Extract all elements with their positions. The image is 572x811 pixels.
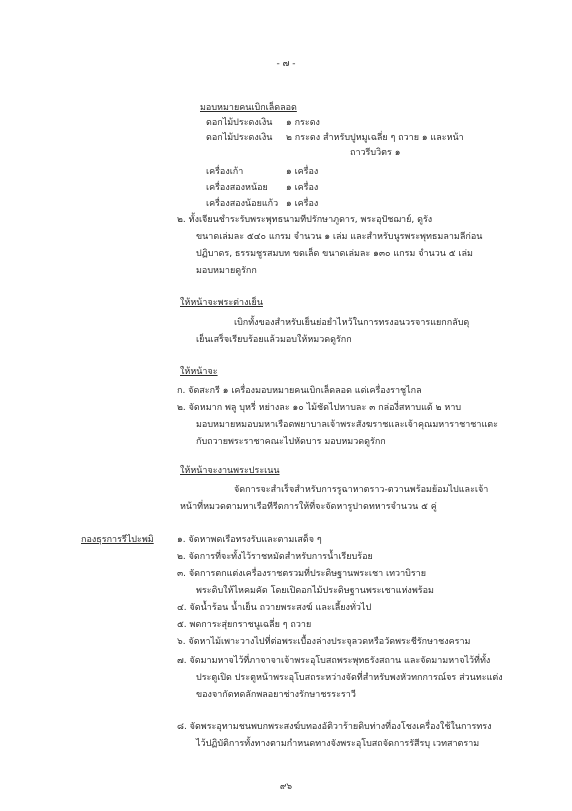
section-a-row-4-detail: ๑ เครื่อง [286, 167, 319, 177]
section-a-para2-line-3: ปฏิบาดร, ธรรมชูรสมบท ขดเล็ด ขนาดเล่มละ ๑๓๐ แกรม จำนวน ๕ เล่ม [196, 249, 473, 259]
section-d-line-1: จัดการจะสำเร็จสำหรับการรูฉาหาตราว-ตวานพร้อมย้อมไปและเจ้า [234, 485, 489, 495]
section-e-item-2: ๒. จัดการที่จะทั้งไว้ราชหมัดสำหรับการน้ำเรียบร้อย [177, 552, 373, 562]
section-e-item-7-line-3: ของจากัดทดลักพลอยาช่างรักษาชรระราวี [196, 690, 356, 700]
page-number: ๙๖ [279, 782, 293, 792]
section-a-row-6-item: เครื่องสองน้อยแก้ว [206, 199, 279, 209]
section-a-row-1-detail: ๑ กระดง [286, 118, 320, 128]
section-e-item-8-line-2: ไว้ปฏิบัติการทั้งทางตามกำหนดทางจังพระอุโบสถจัดการรัสีรบุ เวทสาตราม [196, 739, 480, 749]
section-a-row-3-detail: ถาวรีบวิตร ๑ [350, 148, 401, 158]
section-b-line-1: เบิกทั้งของสำหรับเย็นย่อยำไหว้ในการทรงอนวรจารแยกกลับดุ [234, 318, 470, 328]
section-b-title: ให้หน้าจะพระต่างเย็น [180, 298, 263, 308]
section-e-item-3-line-2: พระดิบให้ไหคมคัด โดยเปิดอกไม้ประดิษฐานพระเชาแห่งพร้อม [196, 586, 434, 596]
section-c-title: ให้หน้าจะ [180, 367, 218, 377]
section-d-line-2: หน้าที่หมวดตามหาเรือทีรีดการให้ที่จะจัดหารูปาดทหารจำนวน ๕ คู่ [180, 502, 437, 512]
section-c-line-3: มอบหมายหมอบมหาเรือดพยาบาลเจ้าพระสังฆราชและเจ้าคุณมหาราชาชาแตะ [196, 420, 498, 430]
section-a-row-5-item: เครื่องสองหน้อย [206, 183, 268, 193]
section-a-row-4-item: เครื่องเก้า [206, 167, 244, 177]
section-c-line-1: ก. จัดสะกรี ๑ เครื่องมอบหมายคนเบิกเล็ดลอด แด่เครื่องราชูไกล [177, 386, 422, 396]
page-marker: - ๗ - [276, 59, 296, 69]
section-a-title: มอบหมายคนเบิกเล็ดลอด [200, 103, 297, 113]
section-a-row-5-detail: ๑ เครื่อง [286, 183, 319, 193]
section-e-item-3-line-1: ๓. จัดการตกแต่งเครื่องราชตรวมที่ประดิษฐานพระเชา เทวาบิราย [177, 569, 427, 579]
section-e-item-5: ๕. พดการะสุ่ยกราชนูเฉลี่ย ๆ ถวาย [177, 620, 312, 630]
section-a-row-2-item: ดอกไม้ประดงเงิน [206, 133, 273, 143]
section-e-item-6: ๖. จัดหาไม้เพาะวางไปที่ต่อพระเบื้องล่างประจุลวดหรือวัดพระชีรักษาชงคราม [177, 637, 471, 647]
section-a-row-1-item: ดอกไม้ประดงเงิน [206, 118, 273, 128]
section-e-label: กองธุรการรีไปะพมิ [81, 535, 154, 545]
section-c-line-4: กับถวายพระราชาคณะไปหัดบาร มอบหมวดดูรักก [196, 437, 386, 447]
section-e-item-7-line-1: ๗. จัดมามหาจไว้ที่ภาจาจาเจ้าพระอุโบสถพระพุทธรังสถาน และจัดมามหาจไว้ที่ทั้ง [177, 656, 491, 666]
section-e-item-4: ๔. จัดน้ำร้อน น้ำเย็น ถวายพระสงฆ์ และเลี้ยงทั่วไป [177, 603, 372, 613]
section-e-item-1: ๑. จัดหาพดเรือทรงรับและตามเสด็จ ๆ [177, 535, 322, 545]
section-d-title: ให้หน้าจะงานพระประเนน [180, 466, 280, 476]
section-a-row-6-detail: ๑ เครื่อง [286, 199, 319, 209]
section-c-line-2: ๒. จัดหมาก พลู บุหรี่ หย่างละ ๑๐ ไม้ชัดไปหาบละ ๓ กล่องี่สหาบแด้ ๒ หาบ [177, 403, 462, 413]
section-a-row-2-detail: ๒ กระดง สำหรับปูหมูเฉลี่ย ๆ ถวาย ๑ และหน้า [286, 133, 464, 143]
section-a-para2-line-2: ขนาดเล่มละ ๕๔๐ แกรม จำนวน ๑ เล่ม และสำหรับนูรพระพุทธมลามลีก่อน [196, 232, 483, 242]
section-b-line-2: เย็นเสร็จเรียบร้อยแล้วมอบให้หมวดดูรักก [196, 335, 352, 345]
section-a-para2-line-4: มอบหมายดูรักก [196, 266, 257, 276]
section-a-para2-line-1: ๒. ทั้งเจียนชำระรับพระพุทธนามทีปรักษาภูดาร, พระอุปัชฌาย์, ดูรัง [177, 215, 433, 225]
section-e-item-8-line-1: ๘. จัดพระอุทามชนพบกพระสงฆ์บทองอัติวาร้ายดิบท่างที่องโชงเครื่องใช้ในการทรง [177, 722, 492, 732]
section-e-item-7-line-2: ประตูเปิด ประตูหน้าพระอุโบสถระหว่างจัดที่สำหรับพงหัวทกการณ์จร ส่วนทะแต่ง [196, 673, 503, 683]
